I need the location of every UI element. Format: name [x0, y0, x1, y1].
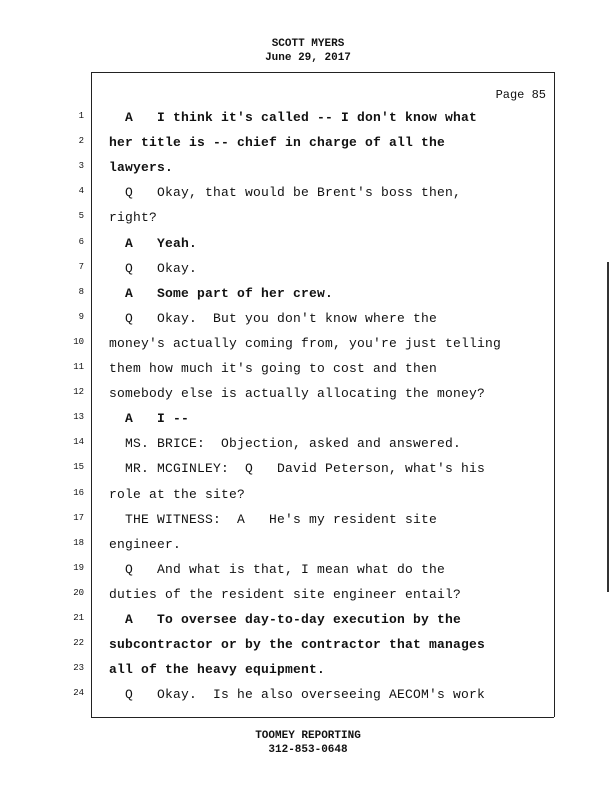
line-text: MS. BRICE: Objection, asked and answered.: [109, 436, 462, 452]
line-number: 3: [78, 161, 84, 172]
line-text: A I think it's called -- I don't know what: [109, 110, 478, 125]
line-number: 17: [73, 512, 84, 523]
line-number: 9: [78, 311, 84, 322]
line-text: right?: [109, 210, 158, 226]
transcript-line: [0, 384, 616, 409]
page-frame-top: [91, 72, 554, 73]
transcript-line: [0, 485, 616, 510]
reporting-company: TOOMEY REPORTING: [255, 730, 361, 742]
line-number: 22: [73, 638, 84, 649]
line-number: 14: [73, 437, 84, 448]
line-text: somebody else is actually allocating the money?: [109, 386, 486, 402]
transcript-line: [0, 309, 616, 334]
transcript-line: [0, 610, 616, 635]
transcript-line: [0, 208, 616, 233]
line-text: A Some part of her crew.: [109, 285, 334, 301]
line-text: Q And what is that, I mean what do the: [109, 561, 446, 577]
line-text: lawyers.: [109, 160, 174, 176]
transcript-line: [0, 284, 616, 309]
transcript-line: [0, 560, 616, 585]
reporting-phone: 312-853-0648: [268, 744, 348, 756]
line-number: 13: [73, 412, 84, 423]
deposition-date: June 29, 2017: [265, 52, 351, 64]
line-text: A Yeah.: [109, 235, 198, 251]
line-number: 24: [73, 688, 84, 699]
transcript-line: [0, 359, 616, 384]
page-frame-bottom: [91, 717, 554, 718]
line-number: 16: [73, 487, 84, 498]
line-number: 19: [73, 562, 84, 573]
line-text: subcontractor or by the contractor that manages: [109, 637, 486, 653]
line-text: MR. MCGINLEY: Q David Peterson, what's his: [109, 461, 486, 477]
line-number: 23: [73, 663, 84, 674]
line-text: A I --: [109, 411, 190, 427]
transcript-line: [0, 133, 616, 158]
line-number: 12: [73, 387, 84, 398]
transcript-line: [0, 535, 616, 560]
line-text: Q Okay, that would be Brent's boss then,: [109, 185, 462, 201]
transcript-line: [0, 510, 616, 535]
line-text: Q Okay. Is he also overseeing AECOM's work: [109, 687, 486, 703]
line-number: 18: [73, 537, 84, 548]
line-text: THE WITNESS: A He's my resident site: [109, 511, 438, 527]
line-text: Q Okay. But you don't know where the: [109, 310, 438, 326]
transcript-line: [0, 259, 616, 284]
line-text: her title is -- chief in charge of all the: [109, 135, 446, 151]
line-text: all of the heavy equipment.: [109, 662, 326, 678]
transcript-line: [0, 183, 616, 208]
line-number: 11: [73, 362, 84, 372]
line-number: 6: [78, 236, 84, 247]
line-text: Q Okay.: [109, 260, 198, 276]
transcript-line: [0, 434, 616, 459]
line-number: 8: [78, 286, 84, 297]
line-number: 1: [78, 111, 84, 121]
line-number: 5: [78, 211, 84, 222]
witness-name: SCOTT MYERS: [271, 38, 345, 50]
line-text: them how much it's going to cost and then: [109, 361, 438, 376]
page-number: Page 85: [495, 88, 546, 102]
transcript-line: [0, 108, 616, 133]
transcript-line: [0, 234, 616, 259]
transcript-line: [0, 635, 616, 660]
line-number: 21: [73, 613, 84, 623]
line-text: money's actually coming from, you're just telling: [109, 335, 502, 351]
line-text: engineer.: [109, 536, 182, 552]
transcript-line: [0, 585, 616, 610]
transcript-line: [0, 660, 616, 685]
line-text: duties of the resident site engineer entail?: [109, 586, 462, 602]
line-text: A To oversee day-to-day execution by the: [109, 612, 462, 627]
line-number: 7: [78, 261, 84, 272]
line-number: 2: [78, 136, 84, 147]
line-number: 10: [73, 336, 84, 347]
line-text: role at the site?: [109, 486, 246, 502]
line-number: 20: [73, 587, 84, 598]
line-number: 4: [78, 186, 84, 197]
transcript-line: [0, 685, 616, 710]
transcript-line: [0, 334, 616, 359]
transcript-line: [0, 158, 616, 183]
line-number: 15: [73, 462, 84, 473]
transcript-line: [0, 459, 616, 484]
transcript-line: [0, 409, 616, 434]
